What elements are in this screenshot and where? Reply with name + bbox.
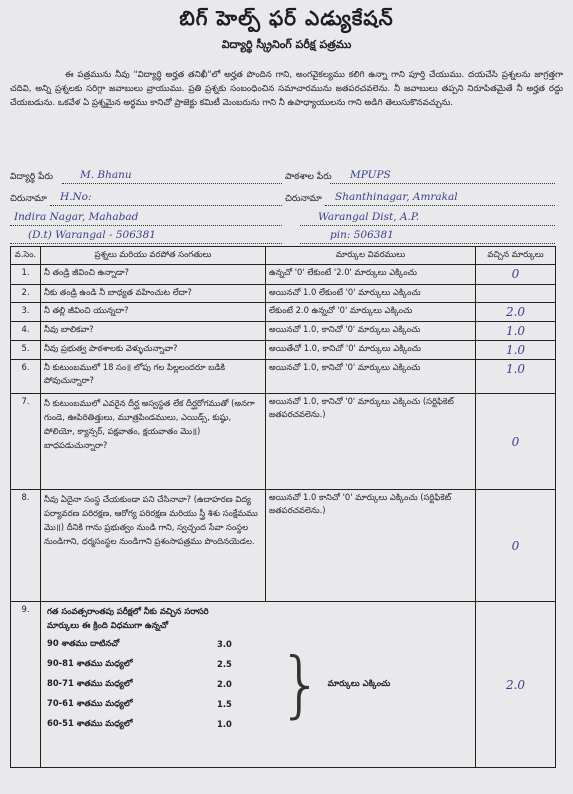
band-row [47,654,232,674]
band-row [47,674,232,694]
row-mark[interactable]: 1.0 [476,360,556,394]
header-question: ప్రశ్నలు మరియు వరపోత సంగతులు [41,247,266,265]
instructions-paragraph: ఈ పత్రమును నీవు "విద్యార్థి అర్హత తనిఖీ"లో అర్హత పొందిన గాని, అంగవైకల్యము కలిగి ఉన్నా గాని పూర్తి చేయుము. దయచేసి ప్రశ్నలను జాగ్రత్తగా చదివి, అన్ని ప్రశ్నలకు సరిగ్గా జవాబులు వ్రాయుము. ప్రతి ప్రశ్నకు సంబంధించిన సమాచారమును జతపరచవలెను. నీ జవాబులు తప్పని నిరూపితమైతే నీ అర్హత రద్దు చేయబడును. ఒకవేళ ఏ ప్రశ్నమైన అర్థము కానిచో ప్రాజెక్టు కమిటీ మెంబరును గాని నీ ఉపాధ్యాయులను గాని అడిగి తెలుసుకొనవచ్చును. [10,70,563,109]
row9-band-list [47,634,232,734]
address2-line [325,205,555,206]
row-question: నీవు ప్రభుత్వ పాఠశాలకు వెళ్ళుచున్నావా? [41,341,266,360]
address-line3-right-value[interactable]: pin: 506381 [330,229,394,241]
band-label: 70-61 శాతము మధ్యలో [47,697,133,708]
screening-table [10,246,556,768]
student-name-label: విద్యార్థి పేరు [10,172,53,182]
row-answer: అయినచో 1.0 లేకుంటే '0' మార్కులు ఎక్కించు [266,285,476,303]
row-mark[interactable]: 0 [476,490,556,602]
band-value: 1.0 [217,719,232,729]
address-value[interactable]: H.No: [60,191,92,203]
row9-intro: గత సంవత్సరాంతపు పరీక్షలో నీకు వచ్చిన సరాసరి మార్కులు ఈ క్రింది విధముగా ఉన్నచో [47,606,209,630]
row9-brace-group [272,634,390,734]
address-line-3-left [10,243,282,244]
row-question: నీ కుటుంబములో ఎవరైన దీర్ఘ అస్వస్థత లేక దీర్ఘరోగముతో (అనగా గుండె, ఊపిరితిత్తులు, మూత్రపిండములు, ఎయిడ్స్, కుష్ఠు, పోలియో, క్యాన్సర్, పక్షవాతం, క్షయవాతం మొ॥) బాధపడుచున్నారా? [41,394,266,490]
row-answer: అయితేచో 1.0, కానిచో '0' మార్కులు ఎక్కించు [266,341,476,360]
row-mark[interactable]: 2.0 [476,602,556,768]
form-title: బిగ్ హెల్ప్ ఫర్ ఎడ్యుకేషన్ [179,6,394,30]
address2-label: చిరునామా [285,194,322,204]
address-line-3-right [300,243,555,244]
table-row [11,360,556,394]
row9-bands [47,634,469,734]
table-row [11,303,556,322]
band-label: 90 శాతము దాటినచో [47,637,120,648]
address-label: చిరునామా [10,194,47,204]
address-line-2-left [10,225,282,226]
row-number: 1. [11,265,41,285]
row-answer: అయినచో 1.0, కానిచో '0' మార్కులు ఎక్కించు [266,360,476,394]
band-value: 1.5 [217,699,232,709]
address-line2-right-value[interactable]: Warangal Dist, A.P. [318,211,420,223]
school-name-value[interactable]: MPUPS [350,169,391,181]
table-row [11,341,556,360]
table-row [11,285,556,303]
row-mark[interactable]: 0 [476,394,556,490]
row-question: నీ తల్లి జీవించి యున్నదా? [41,303,266,322]
table-row [11,490,556,602]
table-row [11,322,556,341]
table-header-row [11,247,556,265]
band-row [47,714,232,734]
form-subtitle: విద్యార్థి స్క్రీనింగ్ పరీక్ష పత్రము [221,38,352,51]
row-mark[interactable]: 2.0 [476,303,556,322]
address-line [50,205,282,206]
student-name-value[interactable]: M. Bhanu [80,169,132,181]
row-number: 8. [11,490,41,602]
row9-answer: మార్కులు ఎక్కించు [327,677,391,688]
band-value: 2.0 [217,679,232,689]
school-name-label: పాఠశాల పేరు [285,172,332,182]
row9-content [41,602,476,768]
address-line3-left-value[interactable]: (D.t) Warangal - 506381 [28,229,156,241]
address2-value[interactable]: Shanthinagar, Amrakal [335,191,458,203]
table-row [11,394,556,490]
row-number: 7. [11,394,41,490]
row-mark[interactable]: 0 [476,265,556,285]
table-row [11,265,556,285]
row-question: నీ తండ్రి జీవించి ఉన్నాడా? [41,265,266,285]
row-number: 5. [11,341,41,360]
row-question: నీవు బాలికవా? [41,322,266,341]
row-answer: అయినచో 1.0, కానిచో '0' మార్కులు ఎక్కించు (సర్టిఫికెట్ జతపరచవలెను.) [266,394,476,490]
row-number: 2. [11,285,41,303]
row-number: 9. [11,602,41,768]
row-number: 4. [11,322,41,341]
curly-brace-icon: } [277,642,324,726]
header-marks: వచ్చిన మార్కులు [476,247,556,265]
header-answer: మార్కుల వివరములు [266,247,476,265]
band-label: 80-71 శాతము మధ్యలో [47,677,133,688]
row-question: నీకు తండ్రి ఉండి నీ బాధ్యత వహించుట లేదా? [41,285,266,303]
address-line-2-right [300,225,555,226]
band-label: 90-81 శాతము మధ్యలో [47,657,133,668]
row-answer: అయినచో 1.0, కానిచో '0' మార్కులు ఎక్కించు [266,322,476,341]
band-value: 2.5 [217,659,232,669]
band-row [47,634,232,654]
row-mark[interactable]: 1.0 [476,322,556,341]
school-name-line [330,183,555,184]
row-mark[interactable]: 1.0 [476,341,556,360]
table-row-9 [11,602,556,768]
band-value: 3.0 [217,639,232,649]
row-answer: ఉన్నచో '0' లేకుంటే '2.0' మార్కులు ఎక్కించు [266,265,476,285]
row-number: 3. [11,303,41,322]
row-number: 6. [11,360,41,394]
row-question: నీవు ఏదైనా సంస్థ చేయకుండా పని చేసినావా? (ఉదాహరణ విద్య పర్యావరణ పరిరక్షణ, ఆరోగ్య పరిరక్షణ మరియు స్త్రీ శిశు సంక్షేమము మొ॥) దీనికి గాను ప్రభుత్వం నుండి గాని, స్వచ్ఛంద సేవా సంస్థల నుండిగాని, ధర్మసంస్థల నుండిగాని ప్రశంసాపత్రము పొందినయెడల. [41,490,266,602]
row-question: నీ కుటుంబములో 18 సం॥ లోపు గల పిల్లలందరూ బడికి పోవుచున్నారా? [41,360,266,394]
student-name-line [62,183,282,184]
address-line2-left-value[interactable]: Indira Nagar, Mahabad [14,211,139,223]
band-row [47,694,232,714]
row-answer: అయినచో 1.0 కానిచో '0' మార్కులు ఎక్కించు (సర్టిఫికెట్ జతపరచవలెను.) [266,490,476,602]
row-answer: లేకుంటే 2.0 ఉన్నచో '0' మార్కులు ఎక్కించు [266,303,476,322]
band-label: 60-51 శాతము మధ్యలో [47,717,133,728]
row-mark[interactable] [476,285,556,303]
header-no: వ.సెం. [11,247,41,265]
